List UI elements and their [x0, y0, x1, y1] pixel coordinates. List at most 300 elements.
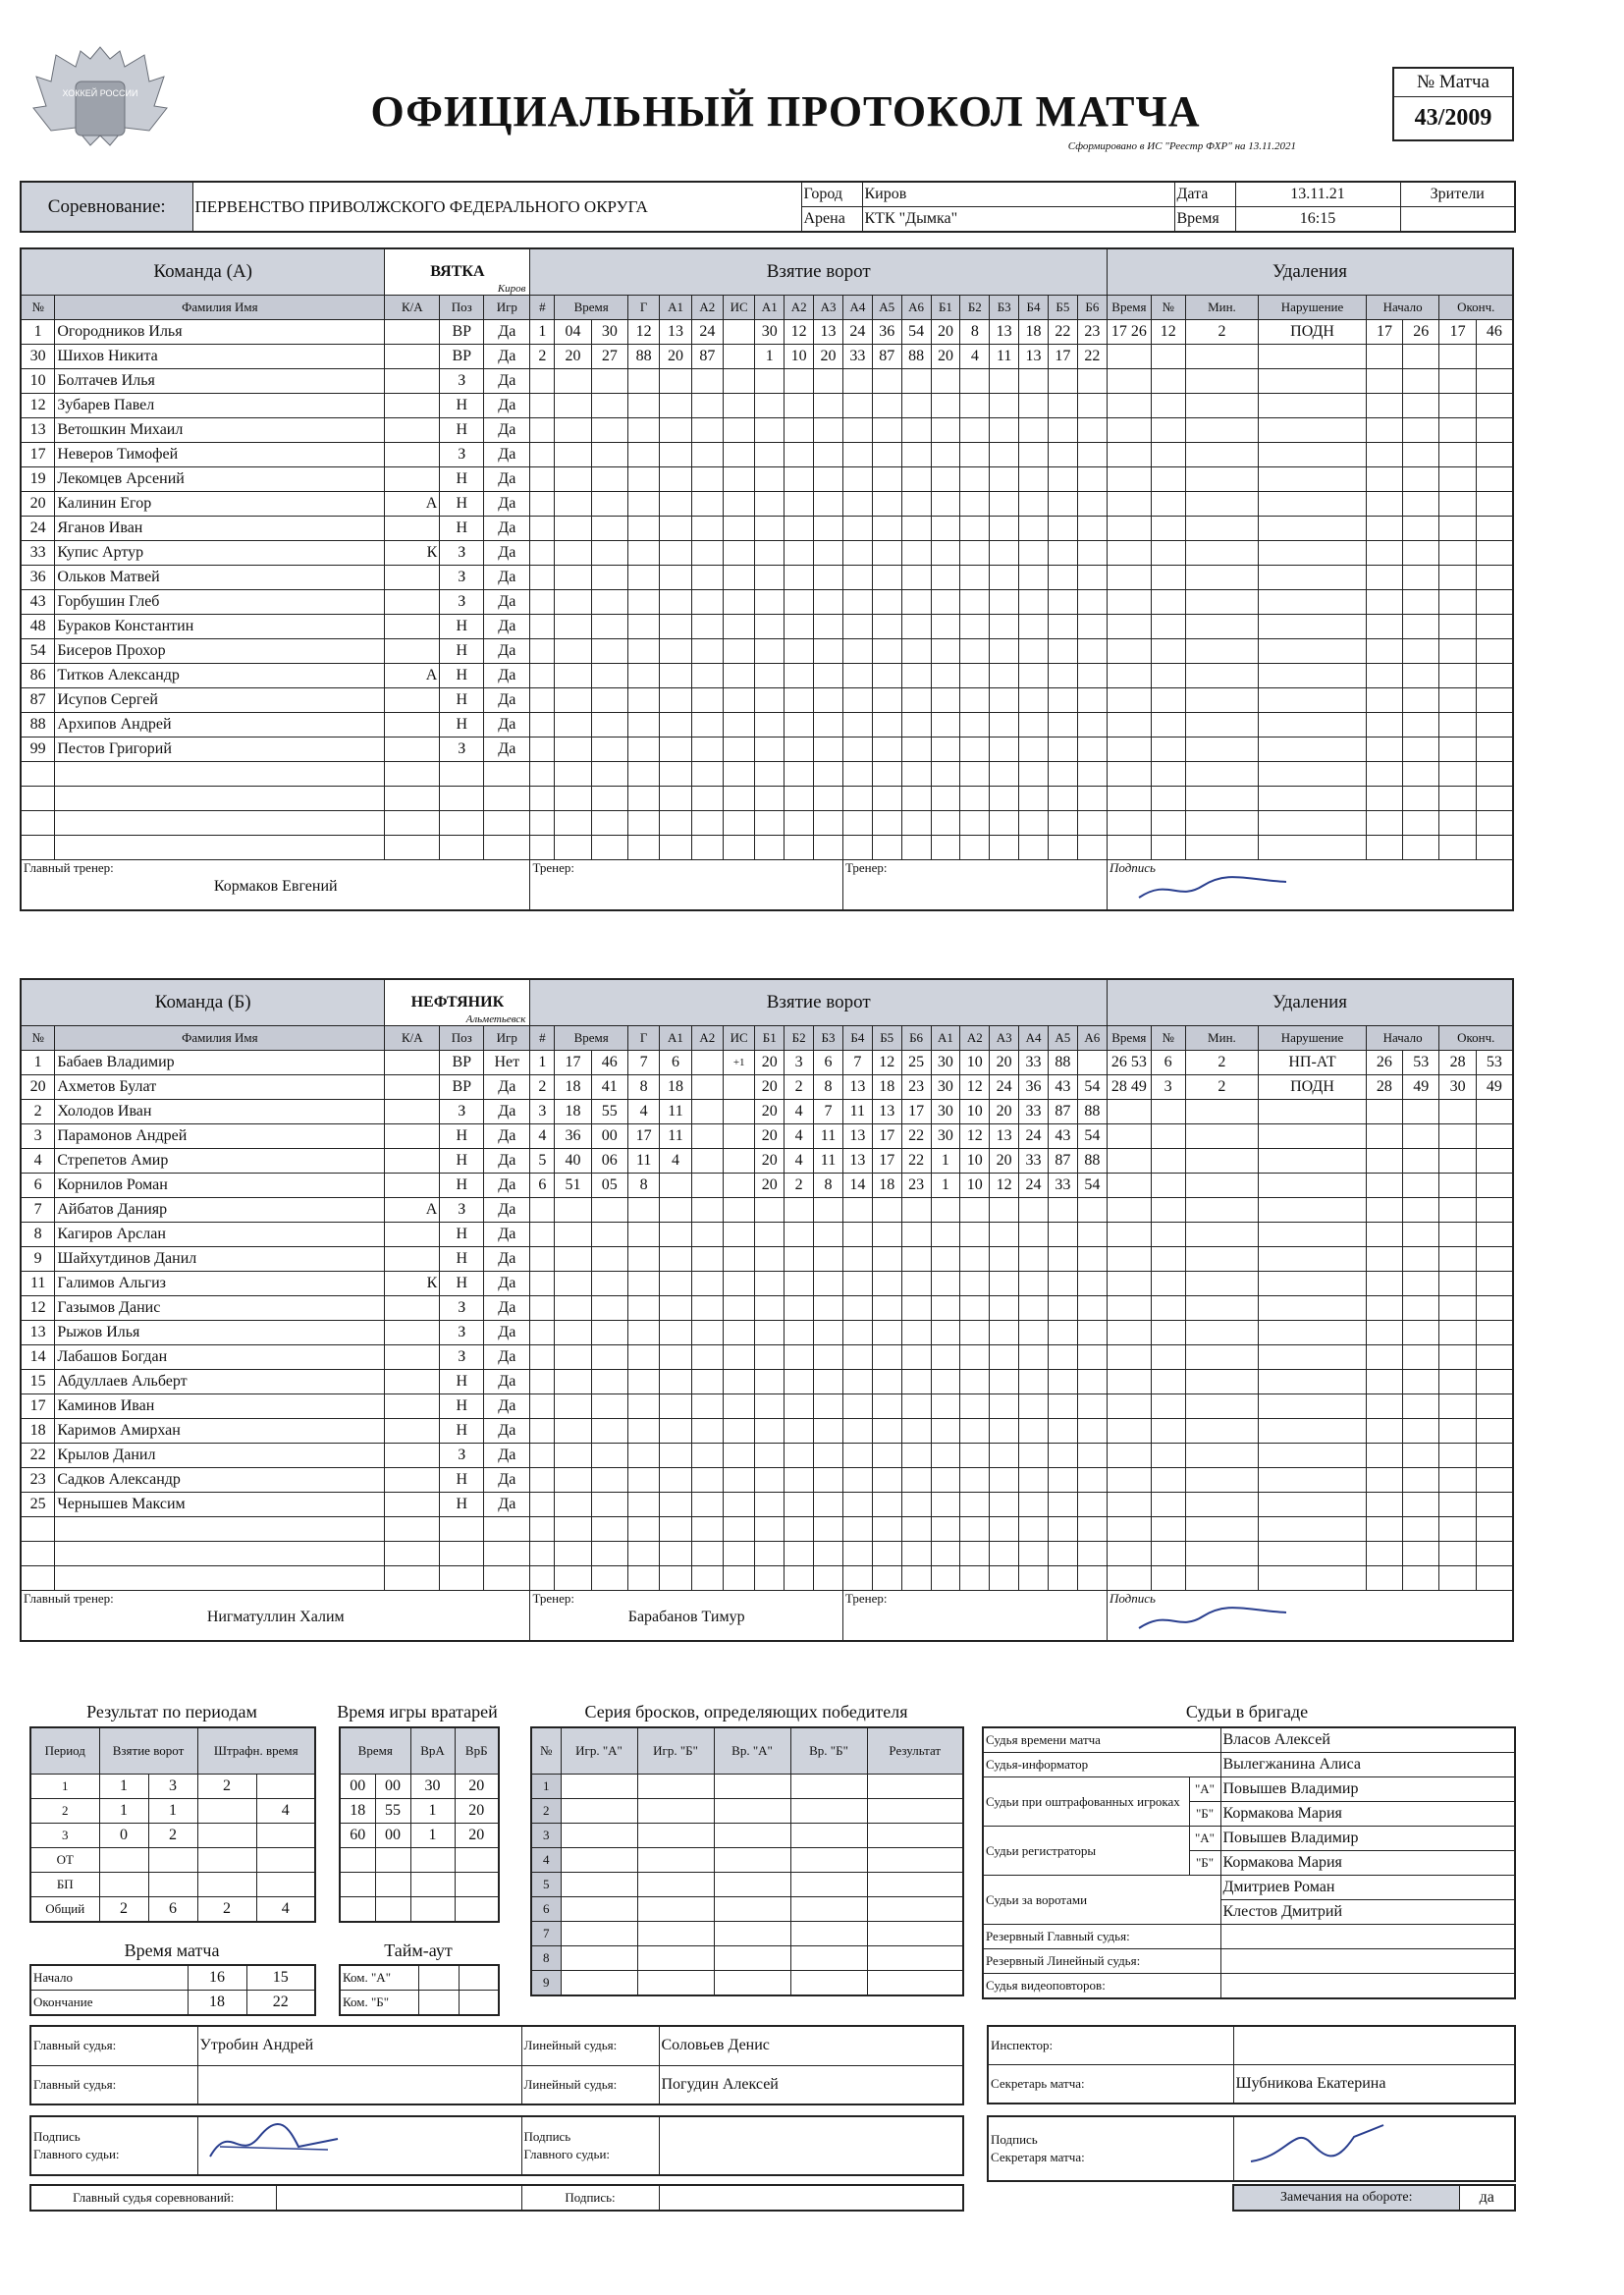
player-ka: [385, 1517, 440, 1542]
match-start-h: 16: [188, 1965, 246, 1991]
period-row: [30, 1775, 315, 1799]
arena: КТК "Дымка": [862, 207, 1174, 233]
period-goals-a: 2: [99, 1897, 148, 1923]
player-pos: Н: [440, 1223, 484, 1247]
teamB-coach1: Барабанов Тимур: [627, 1609, 745, 1625]
period-goals-a: 1: [99, 1775, 148, 1799]
col-goal-a1: А1: [660, 296, 691, 320]
signature-scribble-icon: [1236, 2117, 1393, 2172]
player-ka: А: [385, 492, 440, 517]
period-pen-b: [256, 1848, 315, 1873]
player-row: [21, 443, 1513, 467]
period-name: 1: [30, 1775, 99, 1799]
teamA-name-cell: [385, 248, 530, 296]
line-right-player: 10: [960, 1100, 990, 1124]
line-left-player: 17: [872, 1149, 901, 1174]
match-number-label: № Матча: [1394, 69, 1512, 97]
col-line-left: А3: [814, 296, 843, 320]
player-row: [21, 541, 1513, 566]
player-igr: Да: [484, 590, 530, 615]
player-number: 48: [21, 615, 55, 639]
shootout-row: [531, 1971, 963, 1996]
player-row: [21, 688, 1513, 713]
main-referee-label: Главный судья:: [30, 2065, 197, 2104]
player-name: Каримов Амирхан: [55, 1419, 385, 1444]
line-right-player: 54: [1077, 1174, 1107, 1198]
player-igr: Да: [484, 1124, 530, 1149]
period-name: БП: [30, 1873, 99, 1897]
player-igr: Да: [484, 1100, 530, 1124]
penalty-col-header: Штрафн. время: [197, 1727, 315, 1775]
shootout-no: 9: [531, 1971, 561, 1996]
line-right-player: 1: [931, 1174, 960, 1198]
col-line-right: А6: [1077, 1026, 1107, 1051]
match-number-box: [1392, 67, 1514, 141]
player-igr: Да: [484, 639, 530, 664]
period-goals-a: [99, 1873, 148, 1897]
line-right-player: 12: [960, 1075, 990, 1100]
shootout-no: 1: [531, 1775, 561, 1799]
player-number: 2: [21, 1100, 55, 1124]
competition-label: Соревнование:: [21, 182, 192, 232]
goal-a2: [691, 1075, 723, 1100]
goal-is: [724, 1149, 755, 1174]
col-pen-time: Время: [1107, 1026, 1151, 1051]
col-pen-no: №: [1151, 296, 1185, 320]
goal-judge-1: Дмитриев Роман: [1220, 1876, 1515, 1900]
goalie-mm: 18: [340, 1799, 375, 1824]
col-goal-time: Время: [555, 296, 628, 320]
timeout-title: Тайм-аут: [384, 1940, 453, 1960]
goal-ss: 30: [591, 320, 627, 345]
col-line-right: А4: [1019, 1026, 1049, 1051]
player-ka: [385, 517, 440, 541]
player-name: Калинин Егор: [55, 492, 385, 517]
goal-scorer: 4: [627, 1100, 659, 1124]
teamB-city: Альметьевск: [465, 1013, 526, 1025]
teamB-coach2-cell: [842, 1591, 1107, 1642]
player-row: [21, 492, 1513, 517]
goal-a1: [660, 1174, 691, 1198]
col-pen-end: Оконч.: [1439, 1026, 1513, 1051]
goal-scorer: 88: [628, 345, 660, 369]
period-pen-b: [256, 1775, 315, 1799]
player-number: [21, 1517, 55, 1542]
remarks-value: да: [1459, 2185, 1515, 2211]
goal-a2: [691, 1051, 723, 1075]
goal-scorer: 11: [627, 1149, 659, 1174]
player-pos: Н: [440, 1174, 484, 1198]
player-igr: [484, 1517, 530, 1542]
goal-ss: 06: [591, 1149, 627, 1174]
period-pen-a: 2: [197, 1775, 256, 1799]
line-right-player: 4: [960, 345, 990, 369]
shootout-row: [531, 1848, 963, 1873]
match-time-table: [29, 1964, 316, 2016]
player-igr: Да: [484, 1345, 530, 1370]
goal-number: 2: [530, 1075, 555, 1100]
player-name: Газымов Данис: [55, 1296, 385, 1321]
shootout-col: Игр. "Б": [637, 1727, 714, 1775]
line-right-player: 30: [931, 1075, 960, 1100]
teamB-table: [20, 978, 1514, 1642]
player-name: Бураков Константин: [55, 615, 385, 639]
col-pen-min: Мин.: [1185, 296, 1259, 320]
player-name: [55, 762, 385, 787]
match-start-label: Начало: [30, 1965, 188, 1991]
goal-a1: 18: [660, 1075, 691, 1100]
goal-number: 4: [530, 1124, 555, 1149]
period-row: [30, 1873, 315, 1897]
line-left-player: 20: [755, 1149, 785, 1174]
team-b-tag: "Б": [1189, 1851, 1220, 1876]
line-left-player: 87: [872, 345, 901, 369]
shootout-row: [531, 1922, 963, 1946]
city: Киров: [862, 182, 1174, 207]
secretary-label: Секретарь матча:: [988, 2065, 1233, 2104]
video-judge-label: Судья видеоповторов:: [983, 1974, 1220, 1999]
player-igr: Да: [484, 443, 530, 467]
secretary: Шубникова Екатерина: [1233, 2065, 1515, 2104]
player-number: 10: [21, 369, 55, 394]
player-ka: [385, 1149, 440, 1174]
line-right-player: 30: [931, 1051, 960, 1075]
generated-note: Сформировано в ИС "Реестр ФХР" на 13.11.2021: [1067, 140, 1296, 152]
player-name: Неверов Тимофей: [55, 443, 385, 467]
col-line-left: Б2: [785, 1026, 814, 1051]
line-right-player: 88: [1077, 1100, 1107, 1124]
coach-label: Тренер:: [532, 1591, 574, 1606]
line-right-player: 20: [990, 1149, 1019, 1174]
team-a-tag: "А": [1189, 1827, 1220, 1851]
player-igr: Да: [484, 1075, 530, 1100]
player-pos: Н: [440, 615, 484, 639]
col-pen-start: Начало: [1366, 1026, 1439, 1051]
player-ka: [385, 1100, 440, 1124]
periods-table: [29, 1726, 316, 1923]
col-pen-violation: Нарушение: [1259, 1026, 1367, 1051]
line-right-player: 24: [1019, 1174, 1049, 1198]
player-row: [21, 1051, 1513, 1075]
shootout-table: [530, 1726, 964, 1996]
line-left-player: 88: [901, 345, 931, 369]
line-right-player: 33: [1019, 1100, 1049, 1124]
pen-end-mm: 30: [1439, 1075, 1476, 1100]
player-row: [21, 369, 1513, 394]
line-left-player: 25: [901, 1051, 931, 1075]
goal-a1: 11: [660, 1100, 691, 1124]
pen-time: 17 26: [1107, 320, 1151, 345]
player-igr: Да: [484, 1272, 530, 1296]
goal-ss: 55: [591, 1100, 627, 1124]
player-name: Купис Артур: [55, 541, 385, 566]
player-name: Исупов Сергей: [55, 688, 385, 713]
player-row: [21, 1174, 1513, 1198]
goal-number: 5: [530, 1149, 555, 1174]
officials-title: Судьи в бригаде: [1185, 1702, 1309, 1721]
main-referee-sign-label: Подпись Главного судьи:: [30, 2116, 197, 2175]
player-ka: [385, 688, 440, 713]
col-goal-g: Г: [627, 1026, 659, 1051]
period-name: Общий: [30, 1897, 99, 1923]
line-left-player: 14: [842, 1174, 872, 1198]
shootout-no: 6: [531, 1897, 561, 1922]
shootout-row: [531, 1824, 963, 1848]
col-pen-time: Время: [1107, 296, 1151, 320]
line-left-player: 11: [814, 1124, 843, 1149]
period-goals-b: [148, 1873, 197, 1897]
goal-scorer: 12: [628, 320, 660, 345]
player-ka: [385, 320, 440, 345]
period-pen-a: 2: [197, 1897, 256, 1923]
goal-judges-label: Судьи за воротами: [983, 1876, 1220, 1925]
line-left-player: 2: [785, 1174, 814, 1198]
date: 13.11.21: [1235, 182, 1400, 207]
col-ka: К/А: [385, 296, 440, 320]
player-pos: Н: [440, 492, 484, 517]
spectators-label: Зрители: [1400, 182, 1515, 207]
player-row: [21, 664, 1513, 688]
eagle-emblem-icon: [22, 37, 179, 165]
player-pos: [440, 1566, 484, 1591]
player-ka: [385, 443, 440, 467]
goals-title: Взятие ворот: [530, 979, 1108, 1026]
player-ka: [385, 615, 440, 639]
player-igr: Да: [484, 320, 530, 345]
player-row: [21, 836, 1513, 860]
player-number: 4: [21, 1149, 55, 1174]
player-number: [21, 836, 55, 860]
goal-number: 1: [530, 1051, 555, 1075]
line-right-player: 20: [931, 320, 960, 345]
goal-a1: 11: [660, 1124, 691, 1149]
player-pos: Н: [440, 467, 484, 492]
player-ka: [385, 1296, 440, 1321]
player-ka: А: [385, 664, 440, 688]
player-row: [21, 762, 1513, 787]
player-ka: [385, 1345, 440, 1370]
line-left-player: 8: [814, 1174, 843, 1198]
player-row: [21, 517, 1513, 541]
shootout-col: Игр. "А": [561, 1727, 637, 1775]
teamA-coach1-cell: [530, 860, 842, 911]
registrar-b: Кормакова Мария: [1220, 1851, 1515, 1876]
pen-player-no: 12: [1151, 320, 1185, 345]
timeout-b-label: Ком. "Б": [340, 1991, 418, 2016]
player-ka: [385, 1419, 440, 1444]
player-row: [21, 1468, 1513, 1493]
informer-label: Судья-информатор: [983, 1753, 1220, 1777]
player-number: 33: [21, 541, 55, 566]
player-name: Яганов Иван: [55, 517, 385, 541]
col-goal-is: ИС: [724, 296, 755, 320]
period-row: [30, 1799, 315, 1824]
player-pos: [440, 787, 484, 811]
line-right-player: 88: [1048, 1051, 1077, 1075]
goal-is: [724, 320, 755, 345]
goal-mm: 18: [555, 1075, 591, 1100]
goal-is: [724, 1075, 755, 1100]
line-left-player: 20: [755, 1174, 785, 1198]
arena-label: Арена: [801, 207, 862, 233]
pen-end-mm: 28: [1439, 1051, 1476, 1075]
player-pos: ВР: [440, 320, 484, 345]
player-ka: [385, 345, 440, 369]
player-row: [21, 1542, 1513, 1566]
player-ka: К: [385, 1272, 440, 1296]
head-coach-label: Главный тренер:: [24, 1591, 114, 1606]
player-ka: [385, 566, 440, 590]
main-referee-2: [197, 2065, 521, 2104]
match-end-h: 18: [188, 1991, 246, 2016]
player-ka: [385, 639, 440, 664]
reserve-main-label: Резервный Главный судья:: [983, 1925, 1220, 1949]
col-pen-min: Мин.: [1185, 1026, 1259, 1051]
pen-violation: ПОДН: [1259, 1075, 1367, 1100]
line-left-player: 17: [901, 1100, 931, 1124]
col-line-right: Б6: [1077, 296, 1107, 320]
remarks-table: [1232, 2184, 1516, 2212]
line-right-player: 17: [1048, 345, 1077, 369]
goal-mm: 51: [555, 1174, 591, 1198]
periods-title: Результат по периодам: [86, 1702, 257, 1721]
player-row: [21, 467, 1513, 492]
goal-scorer: 8: [627, 1174, 659, 1198]
player-ka: [385, 836, 440, 860]
player-pos: З: [440, 369, 484, 394]
line-left-player: 24: [842, 320, 872, 345]
referees-table: [29, 2025, 964, 2105]
player-name: Пестов Григорий: [55, 738, 385, 762]
player-number: [21, 787, 55, 811]
line-right-player: 24: [1019, 1124, 1049, 1149]
player-ka: [385, 1493, 440, 1517]
period-pen-a: [197, 1824, 256, 1848]
player-name: Ольков Матвей: [55, 566, 385, 590]
player-pos: Н: [440, 713, 484, 738]
player-igr: Да: [484, 1444, 530, 1468]
player-number: 87: [21, 688, 55, 713]
pen-minutes: 2: [1185, 1051, 1259, 1075]
player-row: [21, 615, 1513, 639]
player-pos: Н: [440, 688, 484, 713]
player-row: [21, 1296, 1513, 1321]
player-row: [21, 1566, 1513, 1591]
svg-text:ХОККЕЙ РОССИИ: ХОККЕЙ РОССИИ: [62, 88, 138, 98]
period-goals-b: 2: [148, 1824, 197, 1848]
line-left-player: 7: [814, 1100, 843, 1124]
linesman-1: Соловьев Денис: [659, 2026, 963, 2065]
player-ka: [385, 1321, 440, 1345]
shootout-no: 8: [531, 1946, 561, 1971]
player-row: [21, 1493, 1513, 1517]
col-pen-end: Оконч.: [1439, 296, 1513, 320]
player-pos: З: [440, 1198, 484, 1223]
period-goals-a: 1: [99, 1799, 148, 1824]
player-number: 20: [21, 1075, 55, 1100]
player-row: [21, 1075, 1513, 1100]
player-number: 43: [21, 590, 55, 615]
line-right-player: 30: [931, 1100, 960, 1124]
player-pos: ВР: [440, 1051, 484, 1075]
line-right-player: 24: [990, 1075, 1019, 1100]
player-number: 1: [21, 320, 55, 345]
match-end-label: Окончание: [30, 1991, 188, 2016]
player-number: 9: [21, 1247, 55, 1272]
line-left-player: 33: [842, 345, 872, 369]
player-pos: Н: [440, 418, 484, 443]
line-right-player: 12: [960, 1124, 990, 1149]
player-pos: З: [440, 738, 484, 762]
player-row: [21, 1100, 1513, 1124]
player-name: Айбатов Данияр: [55, 1198, 385, 1223]
col-igr: Игр: [484, 1026, 530, 1051]
signature-scribble-icon: [1110, 876, 1306, 902]
goalie-ss: 00: [375, 1824, 410, 1848]
player-number: 12: [21, 1296, 55, 1321]
period-goals-b: 3: [148, 1775, 197, 1799]
main-referee-sign-label-2: Подпись Главного судьи:: [521, 2116, 659, 2175]
goalie-a: 1: [410, 1824, 455, 1848]
col-pen-start: Начало: [1366, 296, 1439, 320]
player-pos: З: [440, 1345, 484, 1370]
player-row: [21, 1272, 1513, 1296]
goal-ss: 05: [591, 1174, 627, 1198]
line-right-player: 87: [1048, 1149, 1077, 1174]
player-row: [21, 590, 1513, 615]
player-pos: Н: [440, 517, 484, 541]
col-ka: К/А: [385, 1026, 440, 1051]
col-line-left: А1: [755, 296, 785, 320]
goal-mm: 20: [555, 345, 591, 369]
goals-col-header: Взятие ворот: [99, 1727, 197, 1775]
shootout-no: 2: [531, 1799, 561, 1824]
player-pos: Н: [440, 639, 484, 664]
line-right-player: 10: [960, 1149, 990, 1174]
remarks-label: Замечания на обороте:: [1233, 2185, 1459, 2211]
player-row: [21, 811, 1513, 836]
period-pen-b: 4: [256, 1897, 315, 1923]
shootout-no: 4: [531, 1848, 561, 1873]
line-right-player: 54: [1077, 1075, 1107, 1100]
player-row: [21, 787, 1513, 811]
competition-referee-table: [29, 2184, 964, 2212]
player-pos: Н: [440, 1124, 484, 1149]
player-number: 1: [21, 1051, 55, 1075]
player-ka: [385, 1174, 440, 1198]
pen-start-ss: 53: [1403, 1051, 1439, 1075]
player-igr: Да: [484, 1468, 530, 1493]
col-name: Фамилия Имя: [55, 296, 385, 320]
player-ka: [385, 1124, 440, 1149]
goal-mm: 40: [555, 1149, 591, 1174]
teamA-name: ВЯТКА: [430, 263, 485, 280]
player-ka: [385, 1075, 440, 1100]
teamA-sign-cell: [1107, 860, 1513, 911]
goalie-b: 20: [455, 1799, 499, 1824]
player-igr: Да: [484, 394, 530, 418]
team-a-block: [20, 247, 1514, 911]
player-row: [21, 1370, 1513, 1394]
goal-number: 1: [530, 320, 555, 345]
goal-ss: 46: [591, 1051, 627, 1075]
player-ka: [385, 1542, 440, 1566]
line-right-player: 30: [931, 1124, 960, 1149]
line-left-player: 13: [842, 1075, 872, 1100]
col-line-right: А3: [990, 1026, 1019, 1051]
inspector: [1233, 2026, 1515, 2065]
line-left-player: 2: [785, 1075, 814, 1100]
